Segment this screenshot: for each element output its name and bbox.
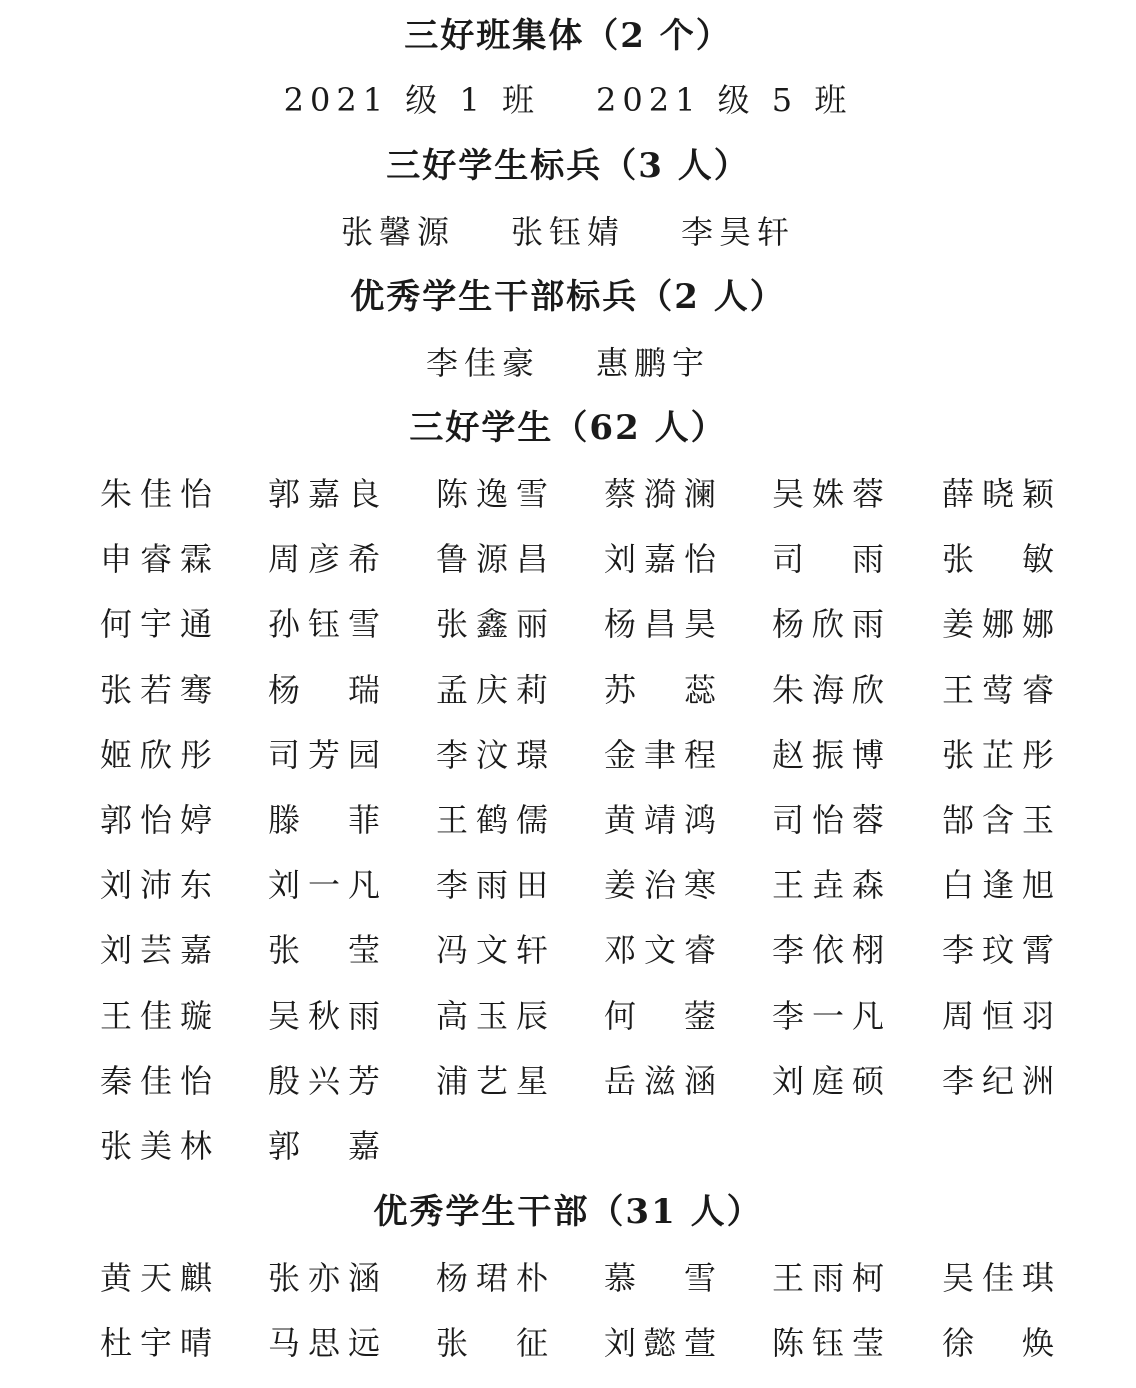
student-name: 郭 怡 婷 — [100, 800, 212, 839]
student-name: 吴 姝 蓉 — [772, 475, 884, 513]
class-item: 2021 级 5 班 — [596, 81, 853, 119]
student-name: 苏 蕊 — [604, 670, 716, 709]
student-name: 姜 娜 娜 — [942, 605, 1054, 644]
student-name: 杨 瑞 — [268, 670, 380, 709]
section-heading-cadre-exemplar: 优秀学生干部标兵（2 人） — [350, 277, 786, 317]
student-name: 刘 芸 嘉 — [100, 931, 212, 970]
student-name: 申 睿 霖 — [100, 540, 212, 579]
student-name: 陈 钰 莹 — [772, 1324, 884, 1363]
student-name: 孙 钰 雪 — [268, 605, 380, 644]
name-row — [100, 1126, 1080, 1191]
student-name: 刘 一 凡 — [268, 866, 380, 905]
student-name: 岳 滋 涵 — [604, 1061, 716, 1100]
student-name: 秦 佳 怡 — [100, 1061, 212, 1100]
student-name: 司 雨 — [772, 540, 884, 579]
student-name: 李 玟 霄 — [942, 931, 1054, 970]
student-name: 王 佳 璇 — [100, 996, 212, 1035]
student-name: 黄 靖 鸿 — [604, 800, 716, 839]
student-name: 王 雨 柯 — [772, 1259, 884, 1297]
student-name: 刘 沛 东 — [100, 866, 212, 905]
student-name: 杜 宇 晴 — [100, 1324, 212, 1363]
class-item: 2021 级 1 班 — [283, 81, 540, 119]
student-name: 黄 天 麒 — [100, 1259, 212, 1297]
section-heading-model-class: 三好班集体（2 个） — [404, 16, 732, 56]
student-name: 张馨源 — [340, 213, 455, 251]
name-row — [100, 865, 1080, 930]
student-name: 浦 艺 星 — [436, 1061, 548, 1100]
student-name: 刘 庭 硕 — [772, 1061, 884, 1100]
student-name: 鲁 源 昌 — [436, 540, 548, 579]
name-row — [100, 670, 1080, 735]
student-name: 李昊轩 — [681, 213, 796, 251]
student-name: 郜 含 玉 — [942, 800, 1054, 839]
student-name: 殷 兴 芳 — [268, 1061, 380, 1100]
name-row — [100, 474, 1080, 539]
name-row — [100, 735, 1080, 800]
student-name: 惠鹏宇 — [596, 344, 711, 382]
name-row — [100, 1061, 1080, 1126]
model-class-list — [0, 80, 1136, 120]
name-row — [100, 604, 1080, 669]
student-name: 何 蓥 — [604, 996, 716, 1035]
name-row — [100, 930, 1080, 995]
student-name: 朱 佳 怡 — [100, 475, 212, 513]
student-name: 张 美 林 — [100, 1126, 212, 1165]
student-name: 邓 文 睿 — [604, 931, 716, 970]
student-name: 吴 秋 雨 — [268, 996, 380, 1035]
student-name: 张 亦 涵 — [268, 1259, 380, 1297]
student-name: 李 雨 田 — [436, 866, 548, 905]
student-name: 蔡 漪 澜 — [604, 475, 716, 513]
student-name: 陈 逸 雪 — [436, 475, 548, 513]
student-name: 金 聿 程 — [604, 735, 716, 774]
student-name: 张 征 — [436, 1324, 548, 1363]
model-students-grid — [100, 474, 1080, 1191]
student-name: 李 汶 璟 — [436, 735, 548, 774]
student-name: 张 若 骞 — [100, 670, 212, 709]
student-name: 张 莹 — [268, 931, 380, 970]
student-name: 杨 昌 昊 — [604, 605, 716, 644]
student-name: 张钰婧 — [510, 213, 625, 251]
student-name: 吴 佳 琪 — [942, 1259, 1054, 1297]
student-name: 刘 嘉 怡 — [604, 540, 716, 579]
student-name: 王 垚 森 — [772, 866, 884, 905]
student-name: 张 鑫 丽 — [436, 605, 548, 644]
student-name: 张 敏 — [942, 540, 1054, 579]
section-heading-outstanding-cadres: 优秀学生干部（31 人） — [373, 1192, 763, 1232]
student-name: 冯 文 轩 — [436, 931, 548, 970]
student-name: 李佳豪 — [425, 344, 540, 382]
student-name: 孟 庆 莉 — [436, 670, 548, 709]
student-name: 周 恒 羽 — [942, 996, 1054, 1035]
name-row — [100, 800, 1080, 865]
student-name: 马 思 远 — [268, 1324, 380, 1363]
name-row — [100, 1323, 1080, 1388]
student-name: 白 逢 旭 — [942, 866, 1054, 905]
student-name: 王 莺 睿 — [942, 670, 1054, 709]
section-heading-model-students: 三好学生（62 人） — [409, 408, 727, 448]
student-name: 徐 焕 — [942, 1324, 1054, 1363]
student-name: 李 一 凡 — [772, 996, 884, 1035]
student-name: 何 宇 通 — [100, 605, 212, 644]
student-name: 郭 嘉 良 — [268, 475, 380, 513]
student-name: 杨 欣 雨 — [772, 605, 884, 644]
student-name: 赵 振 博 — [772, 735, 884, 774]
student-name: 李 纪 洲 — [942, 1061, 1054, 1100]
student-name: 郭 嘉 — [268, 1126, 380, 1165]
student-name: 朱 海 欣 — [772, 670, 884, 709]
student-name: 司 怡 蓉 — [772, 800, 884, 839]
student-name: 慕 雪 — [604, 1259, 716, 1297]
student-name: 李 依 栩 — [772, 931, 884, 970]
student-name: 姬 欣 彤 — [100, 735, 212, 774]
student-name: 张 芷 彤 — [942, 735, 1054, 774]
exemplar-student-list — [0, 212, 1136, 252]
student-name: 刘 懿 萱 — [604, 1324, 716, 1363]
student-name: 杨 珺 朴 — [436, 1259, 548, 1297]
student-name: 周 彦 希 — [268, 540, 380, 579]
student-name: 薛 晓 颖 — [942, 475, 1054, 513]
name-row — [100, 539, 1080, 604]
name-row — [100, 1258, 1080, 1323]
student-name: 王 鹤 儒 — [436, 800, 548, 839]
cadre-exemplar-list — [0, 343, 1136, 383]
student-name: 高 玉 辰 — [436, 996, 548, 1035]
section-heading-model-student-exemplar: 三好学生标兵（3 人） — [386, 146, 750, 186]
student-name: 滕 菲 — [268, 800, 380, 839]
student-name: 司 芳 园 — [268, 735, 380, 774]
name-row — [100, 996, 1080, 1061]
student-name: 姜 治 寒 — [604, 866, 716, 905]
outstanding-cadres-grid — [100, 1258, 1080, 1388]
